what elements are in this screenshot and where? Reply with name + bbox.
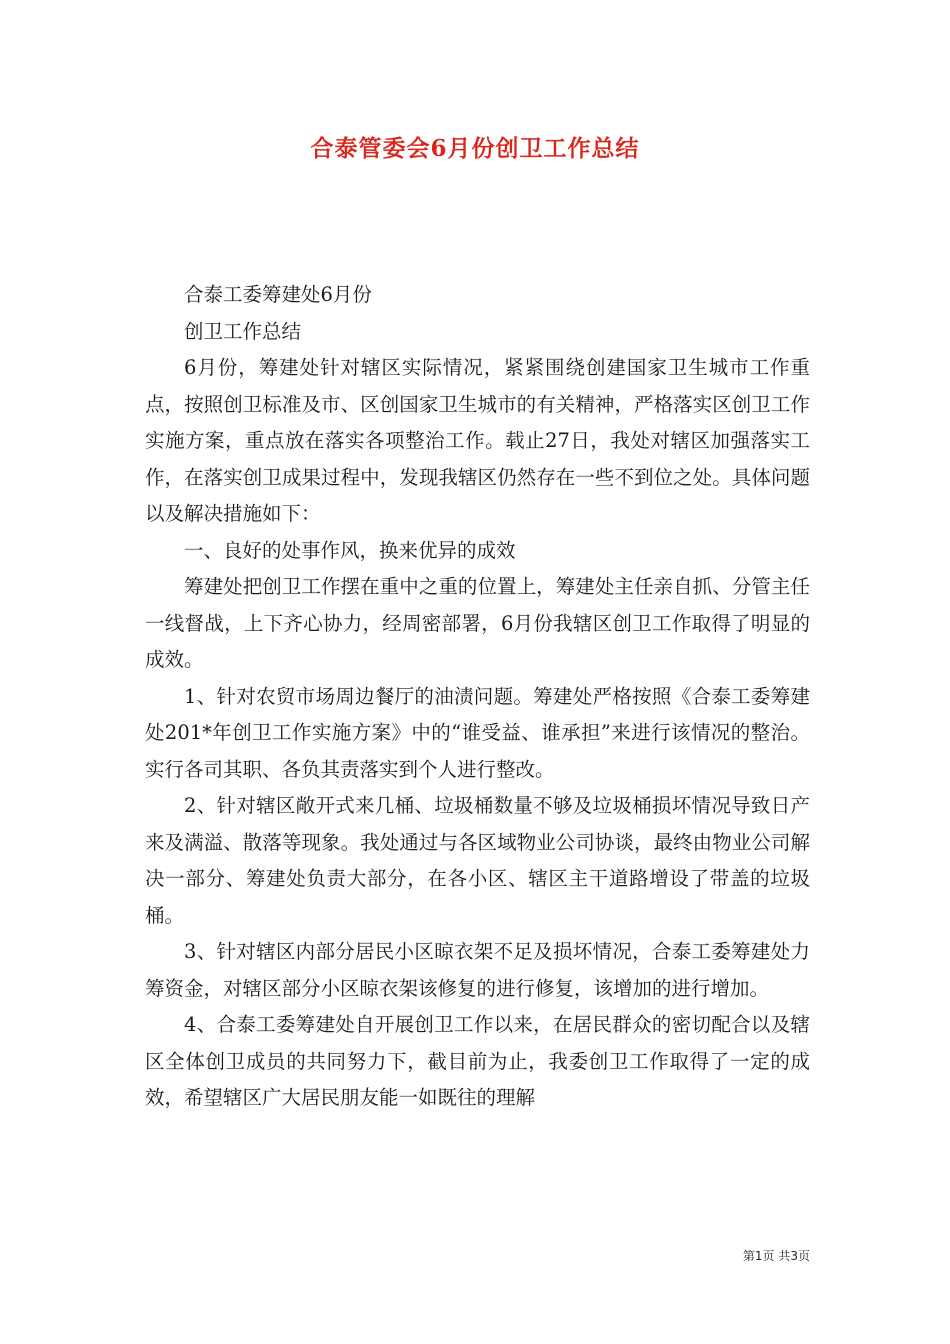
section-heading: 一、良好的处事作风，换来优异的成效 [184, 538, 516, 562]
page-number: 第1页 共3页 [742, 1249, 810, 1263]
paragraph-intro: 6月份，筹建处针对辖区实际情况，紧紧围绕创建国家卫生城市工作重点，按照创卫标准及市、区创国家卫生城市的有关精神，严格落实区创卫工作实施方案，重点放在落实各项整治工作。载止27日，我处对辖区加强落实工作，在落实创卫成果过程中，发现我辖区仍然存在一些不到位之处。具体问题以及解决措施如下： [145, 356, 810, 525]
paragraph-item-1: 1、针对农贸市场周边餐厅的油渍问题。筹建处严格按照《合泰工委筹建处201*年创卫工作实施方案》中的“谁受益、谁承担”来进行该情况的整治。实行各司其职、各负其责落实到个人进行整改。 [145, 684, 810, 781]
paragraph-overview: 筹建处把创卫工作摆在重中之重的位置上，筹建处主任亲自抓、分管主任一线督战，上下齐心协力，经周密部署，6月份我辖区创卫工作取得了明显的成效。 [145, 575, 810, 671]
document-body [145, 277, 810, 1117]
paragraph-heading-1: 合泰工委筹建处6月份 [184, 283, 372, 306]
paragraph-item-3: 3、针对辖区内部分居民小区晾衣架不足及损坏情况，合泰工委筹建处力筹资金，对辖区部分小区晾衣架该修复的进行修复，该增加的进行增加。 [145, 940, 810, 1000]
paragraph-item-4: 4、合泰工委筹建处自开展创卫工作以来，在居民群众的密切配合以及辖区全体创卫成员的共同努力下，截目前为止，我委创卫工作取得了一定的成效，希望辖区广大居民朋友能一如既往的理解 [145, 1013, 810, 1109]
paragraph-heading-2: 创卫工作总结 [184, 319, 302, 343]
document-title: 合泰管委会6月份创卫工作总结 [310, 135, 640, 162]
paragraph-item-2: 2、针对辖区敞开式来几桶、垃圾桶数量不够及垃圾桶损坏情况导致日产来及满溢、散落等现象。我处通过与各区域物业公司协谈，最终由物业公司解决一部分、筹建处负责大部分，在各小区、辖区主干道路增设了带盖的垃圾桶。 [145, 794, 810, 927]
